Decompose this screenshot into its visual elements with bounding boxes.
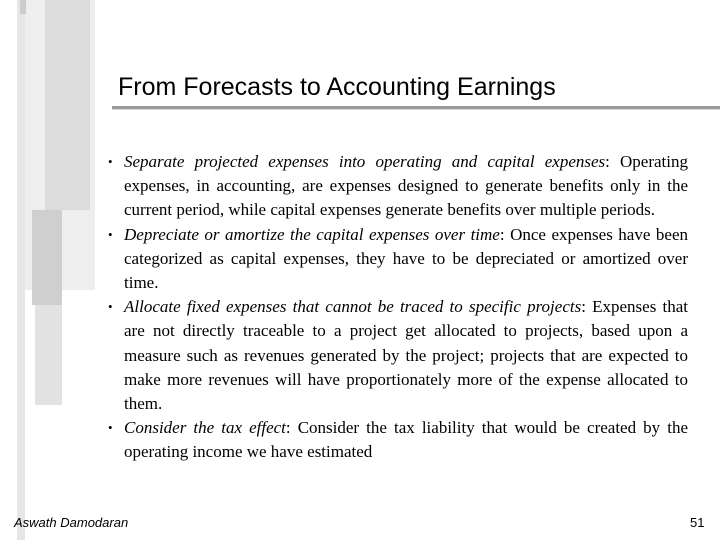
bullet-lead: Separate projected expenses into operating and capital expenses (124, 152, 606, 171)
bullet-dot: • (108, 420, 113, 436)
decorative-block (20, 0, 26, 14)
bullet-text: : Consider the tax liability that would be created by the operating income we have estimated (124, 418, 689, 462)
page-number: 51 (690, 515, 705, 530)
bullet-list (108, 150, 688, 465)
decorative-block (35, 305, 62, 405)
bullet-text: : Expenses that are not directly traceable to a project get allocated to projects, based upon a measure such as revenues generated by the project; projects that are expected to make more revenues will have proportionately more of the expense allocated to them. (124, 297, 689, 414)
bullet-lead: Allocate fixed expenses that cannot be traced to specific projects (124, 297, 582, 317)
slide-title: From Forecasts to Accounting Earnings (118, 73, 556, 101)
bullet-item (108, 416, 688, 464)
footer-author: Aswath Damodaran (14, 515, 129, 530)
bullet-item (108, 295, 688, 416)
bullet-dot: • (108, 299, 113, 315)
bullet-item (108, 150, 688, 223)
bullet-lead: Consider the tax effect (124, 418, 286, 438)
bullet-dot: • (108, 154, 113, 169)
bullet-text: : Once expenses have been categorized as capital expenses, they have to be depreciated or amortized over time. (124, 224, 688, 293)
decorative-block (32, 210, 62, 305)
title-underline-shadow (112, 109, 720, 110)
bullet-text: : Operating expenses, in accounting, are expenses designed to generate benefits only in the current period, while capital expenses generate benefits over multiple periods. (124, 152, 689, 220)
bullet-lead: Depreciate or amortize the capital expenses over time (124, 224, 500, 244)
bullet-item (108, 223, 688, 296)
bullet-dot: • (108, 226, 113, 242)
decorative-block (45, 0, 90, 210)
decorative-stripe (17, 0, 25, 540)
